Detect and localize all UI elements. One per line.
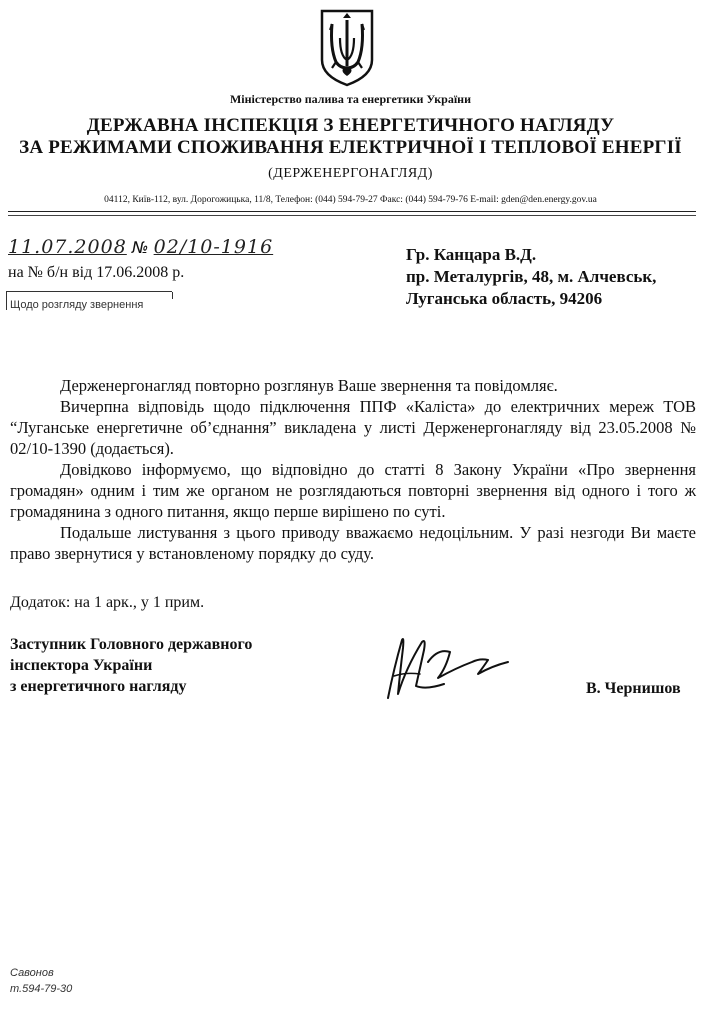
body-paragraph-1: Держенергонагляд повторно розглянув Ваше звернення та повідомляє.: [60, 376, 558, 395]
inspectorate-name-line1: ДЕРЖАВНА ІНСПЕКЦІЯ З ЕНЕРГЕТИЧНОГО НАГЛЯДУ: [86, 115, 615, 136]
signatory-title-line2: інспектора України: [10, 657, 153, 674]
number-sign: №: [131, 238, 149, 257]
letter-subject: Щодо розгляду звернення: [10, 299, 144, 311]
signatory-title-line1: Заступник Головного державного: [10, 636, 253, 653]
executor-info: [10, 965, 72, 997]
header-divider: [8, 211, 696, 212]
signatory-title-line3: з енергетичного нагляду: [10, 678, 187, 695]
trident-emblem-icon: [318, 8, 376, 88]
recipient-name: Гр. Канцара В.Д.: [406, 245, 537, 264]
executor-name: Савонов: [10, 967, 54, 979]
recipient-block: [406, 244, 656, 310]
recipient-region: Луганська область, 94206: [406, 289, 603, 308]
outgoing-number: 02/10-1916: [153, 236, 274, 258]
inspectorate-abbreviation: (ДЕРЖЕНЕРГОНАГЛЯД): [268, 166, 433, 181]
handwritten-signature-icon: [376, 628, 516, 708]
letter-body: [10, 375, 696, 564]
outgoing-reference: [8, 236, 273, 258]
attachment-note: Додаток: на 1 арк., у 1 прим.: [10, 594, 205, 611]
inspectorate-address: 04112, Київ-112, вул. Дорогожицька, 11/8, Телефон: (044) 594-79-27 Факс: (044) 594-79-76 E-mail: gden@den.energy.gov.ua: [104, 195, 597, 205]
in-reply-reference: на № б/н від 17.06.2008 р.: [8, 264, 185, 281]
outgoing-date: 11.07.2008: [8, 236, 127, 258]
ministry-name: Міністерство палива та енергетики України: [229, 92, 471, 106]
body-paragraph-3: Довідково інформуємо, що відповідно до статті 8 Закону України «Про звернення громадян» одним і тим же органом не розглядаються повторні звернення від одного і того ж громадянина з одного питання, якщо перше вирішено по суті.: [10, 460, 696, 521]
signer-name: В. Чернишов: [586, 680, 681, 697]
signatory-title: [10, 634, 252, 697]
body-paragraph-2: Вичерпна відповідь щодо підключення ППФ «Каліста» до електричних мереж ТОВ “Луганське енергетичне об’єднання” викладена у листі Держенергонагляду від 23.05.2008 № 02/10-1390 (додається).: [10, 397, 696, 458]
executor-phone: т.594-79-30: [10, 983, 73, 995]
body-paragraph-4: Подальше листування з цього приводу вважаємо недоцільним. У разі незгоди Ви маєте право звернутися у встановленому порядку до суду.: [10, 523, 696, 563]
recipient-street: пр. Металургів, 48, м. Алчевськ,: [406, 267, 657, 286]
header-divider-thin: [8, 215, 696, 216]
inspectorate-name-line2: ЗА РЕЖИМАМИ СПОЖИВАННЯ ЕЛЕКТРИЧНОЇ І ТЕПЛОВОЇ ЕНЕРГІЇ: [19, 137, 682, 158]
